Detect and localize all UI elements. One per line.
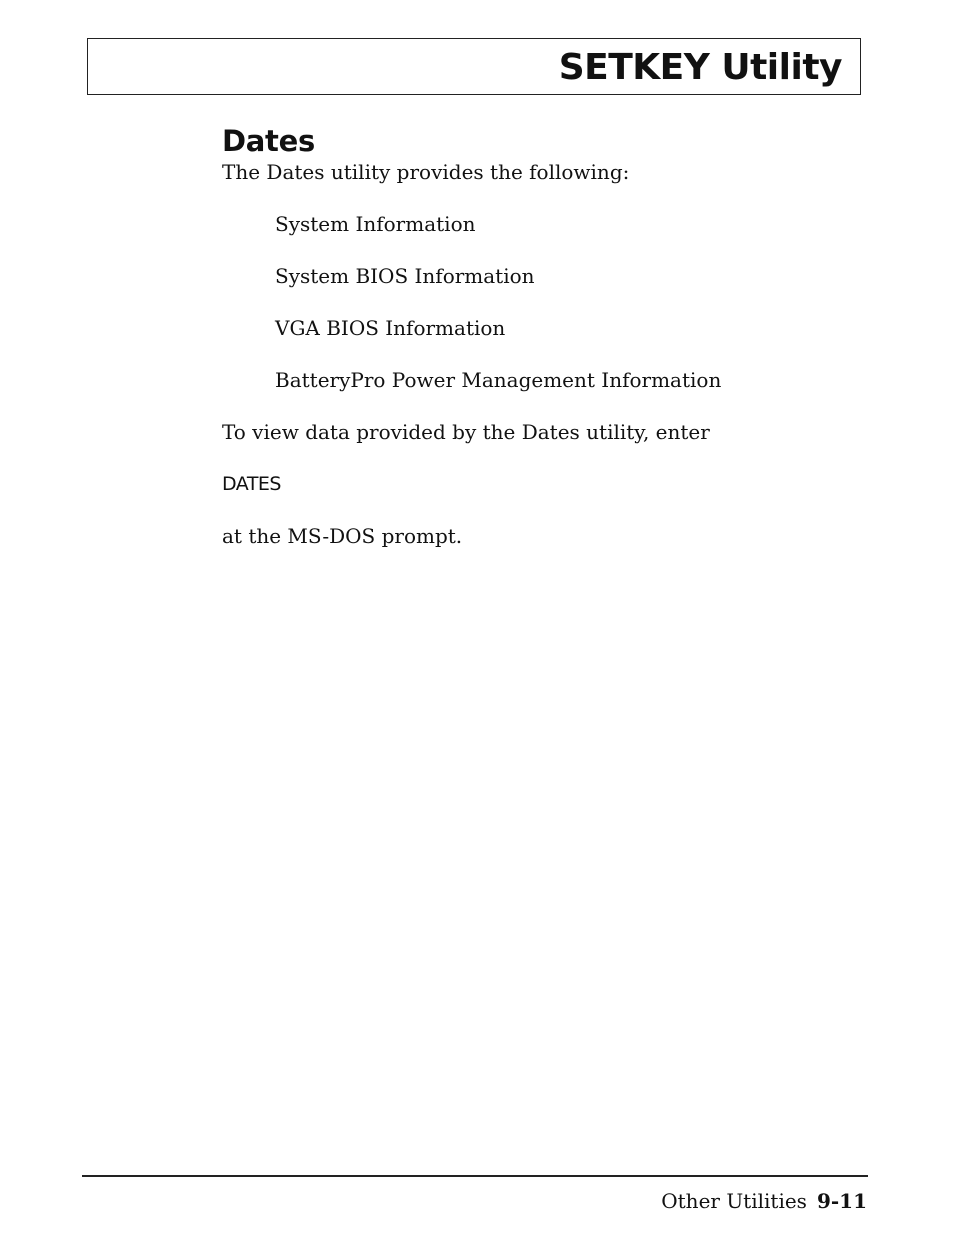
intro-paragraph: The Dates utility provides the following: xyxy=(222,160,630,184)
main-content xyxy=(222,121,862,549)
page-footer xyxy=(661,1188,867,1214)
section-heading: Dates xyxy=(222,124,315,158)
page-title: SETKEY Utility xyxy=(558,47,842,88)
page-header xyxy=(87,38,861,95)
list-item: VGA BIOS Information xyxy=(275,316,506,340)
feature-list xyxy=(222,211,862,393)
page-number: 9-11 xyxy=(816,1189,867,1213)
list-item: System Information xyxy=(275,212,476,236)
closing-paragraph: at the MS-DOS prompt. xyxy=(222,524,463,548)
footer-chapter: Other Utilities xyxy=(661,1189,807,1213)
list-item: BatteryPro Power Management Information xyxy=(275,368,722,392)
footer-divider xyxy=(82,1175,868,1177)
command-text: DATES xyxy=(222,473,281,495)
instruction-paragraph: To view data provided by the Dates utility, enter xyxy=(222,420,710,444)
list-item: System BIOS Information xyxy=(275,264,535,288)
